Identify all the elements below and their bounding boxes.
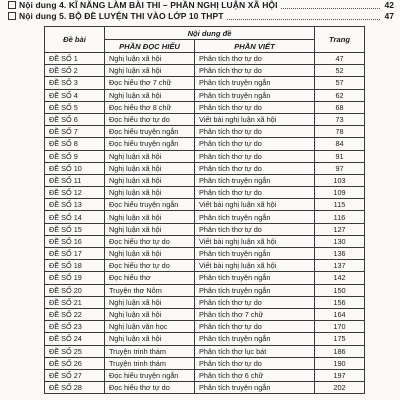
cell-reading: Truyện thơ Nôm <box>105 284 195 296</box>
cell-exam: ĐỀ SỐ 22 <box>45 308 105 320</box>
cell-exam: ĐỀ SỐ 9 <box>45 150 105 162</box>
table-row[interactable] <box>45 101 365 113</box>
cell-writing: Phân tích truyện ngắn <box>195 272 315 284</box>
cell-writing: Phân tích thơ tự do <box>195 162 315 174</box>
cell-writing: Phân tích truyện ngắn <box>195 77 315 89</box>
header-writing: PHẦN VIẾT <box>195 40 315 53</box>
cell-writing: Viết bài nghị luận xã hội <box>195 260 315 272</box>
table-row[interactable] <box>45 126 365 138</box>
cell-reading: Nghị luận xã hội <box>105 65 195 77</box>
header-page: Trang <box>315 27 365 53</box>
cell-exam: ĐỀ SỐ 2 <box>45 65 105 77</box>
table-row[interactable] <box>45 162 365 174</box>
cell-exam: ĐỀ SỐ 27 <box>45 369 105 381</box>
cell-exam: ĐỀ SỐ 13 <box>45 199 105 211</box>
cell-page: 103 <box>315 174 365 186</box>
cell-exam: ĐỀ SỐ 10 <box>45 162 105 174</box>
cell-page: 164 <box>315 308 365 320</box>
cell-page: 57 <box>315 77 365 89</box>
cell-writing: Phân tích thơ 7 chữ <box>195 308 315 320</box>
cell-writing: Viết bài nghị luận xã hội <box>195 235 315 247</box>
cell-reading: Đọc hiểu thơ tự do <box>105 382 195 394</box>
cell-page: 52 <box>315 65 365 77</box>
table-row[interactable] <box>45 260 365 272</box>
cell-writing: Phân tích truyện ngắn <box>195 382 315 394</box>
cell-exam: ĐỀ SỐ 17 <box>45 248 105 260</box>
cell-reading: Nghị luận văn học <box>105 321 195 333</box>
cell-writing: Phân tích thơ lục bát <box>195 345 315 357</box>
cell-page: 73 <box>315 113 365 125</box>
cell-page: 127 <box>315 223 365 235</box>
cell-writing: Phân tích truyện ngắn <box>195 89 315 101</box>
cell-reading: Nghị luận xã hội <box>105 223 195 235</box>
table-row[interactable] <box>45 138 365 150</box>
table-row[interactable] <box>45 296 365 308</box>
cell-page: 136 <box>315 248 365 260</box>
cell-reading: Đọc hiểu truyện ngắn <box>105 369 195 381</box>
cell-page: 109 <box>315 187 365 199</box>
cell-writing: Phân tích truyện ngắn <box>195 248 315 260</box>
cell-exam: ĐỀ SỐ 15 <box>45 223 105 235</box>
table-row[interactable] <box>45 211 365 223</box>
cell-writing: Phân tích truyện ngắn <box>195 211 315 223</box>
cell-page: 137 <box>315 260 365 272</box>
cell-page: 186 <box>315 345 365 357</box>
cell-writing: Phân tích thơ tự do <box>195 65 315 77</box>
cell-page: 47 <box>315 53 365 65</box>
cell-exam: ĐỀ SỐ 24 <box>45 333 105 345</box>
cell-reading: Đọc hiểu thơ 7 chữ <box>105 77 195 89</box>
cell-writing: Phân tích thơ tự do <box>195 126 315 138</box>
cell-exam: ĐỀ SỐ 18 <box>45 260 105 272</box>
cell-reading: Nghị luận xã hội <box>105 174 195 186</box>
table-row[interactable] <box>45 333 365 345</box>
cell-writing: Phân tích thơ tự do <box>195 296 315 308</box>
table-row[interactable] <box>45 89 365 101</box>
toc-page-number: 42 <box>384 0 394 10</box>
cell-reading: Nghị luận xã hội <box>105 162 195 174</box>
cell-exam: ĐỀ SỐ 16 <box>45 235 105 247</box>
table-row[interactable] <box>45 345 365 357</box>
cell-page: 91 <box>315 150 365 162</box>
cell-reading: Truyện trinh thám <box>105 345 195 357</box>
table-row[interactable] <box>45 199 365 211</box>
toc-page-number: 47 <box>384 11 394 21</box>
cell-exam: ĐỀ SỐ 1 <box>45 53 105 65</box>
cell-exam: ĐỀ SỐ 19 <box>45 272 105 284</box>
cell-reading: Nghị luận xã hội <box>105 187 195 199</box>
cell-writing: Phân tích thơ tự do <box>195 150 315 162</box>
cell-reading: Nghị luận xã hội <box>105 333 195 345</box>
table-row[interactable] <box>45 272 365 284</box>
table-row[interactable] <box>45 65 365 77</box>
cell-page: 202 <box>315 382 365 394</box>
toc-entry-5[interactable] <box>8 12 394 21</box>
cell-page: 175 <box>315 333 365 345</box>
table-row[interactable] <box>45 248 365 260</box>
cell-page: 97 <box>315 162 365 174</box>
cell-exam: ĐỀ SỐ 11 <box>45 174 105 186</box>
cell-exam: ĐỀ SỐ 6 <box>45 113 105 125</box>
cell-writing: Viết bài nghị luận xã hội <box>195 113 315 125</box>
cell-page: 170 <box>315 321 365 333</box>
table-row[interactable] <box>45 77 365 89</box>
cell-page: 130 <box>315 235 365 247</box>
cell-page: 156 <box>315 296 365 308</box>
cell-reading: Nghị luận xã hội <box>105 296 195 308</box>
table-row[interactable] <box>45 150 365 162</box>
toc-title: Nội dung 5. BỘ ĐỀ LUYỆN THI VÀO LỚP 10 THPT <box>19 11 224 21</box>
cell-page: 116 <box>315 211 365 223</box>
table-row[interactable] <box>45 187 365 199</box>
cell-reading: Nghị luận xã hội <box>105 248 195 260</box>
table-row[interactable] <box>45 382 365 394</box>
header-content: Nội dung đề <box>105 27 315 40</box>
cell-exam: ĐỀ SỐ 23 <box>45 321 105 333</box>
cell-writing: Viết bài nghị luận xã hội <box>195 199 315 211</box>
table-header-row <box>45 27 365 40</box>
cell-reading: Nghị luận xã hội <box>105 150 195 162</box>
cell-exam: ĐỀ SỐ 3 <box>45 77 105 89</box>
cell-exam: ĐỀ SỐ 25 <box>45 345 105 357</box>
cell-writing: Phân tích thơ tự do <box>195 357 315 369</box>
cell-writing: Phân tích thơ tự do <box>195 223 315 235</box>
cell-reading: Nghị luận xã hội <box>105 89 195 101</box>
cell-page: 84 <box>315 138 365 150</box>
cell-writing: Phân tích truyện ngắn <box>195 174 315 186</box>
cell-writing: Phân tích thơ tự do <box>195 138 315 150</box>
cell-reading: Nghị luận xã hội <box>105 53 195 65</box>
table-row[interactable] <box>45 235 365 247</box>
table-row[interactable] <box>45 357 365 369</box>
table-row[interactable] <box>45 308 365 320</box>
table-row[interactable] <box>45 284 365 296</box>
table-body <box>45 53 365 394</box>
toc-title: Nội dung 4. KĨ NĂNG LÀM BÀI THI – PHẦN NGHỊ LUẬN XÃ HỘI <box>19 0 278 10</box>
cell-exam: ĐỀ SỐ 14 <box>45 211 105 223</box>
cell-reading: Đọc hiểu thơ 8 chữ <box>105 101 195 113</box>
cell-page: 115 <box>315 199 365 211</box>
cell-exam: ĐỀ SỐ 5 <box>45 101 105 113</box>
checkbox-icon <box>8 12 16 20</box>
cell-page: 62 <box>315 89 365 101</box>
header-exam: Đề bài <box>45 27 105 53</box>
cell-reading: Đọc hiểu thơ tự do <box>105 113 195 125</box>
cell-exam: ĐỀ SỐ 7 <box>45 126 105 138</box>
cell-page: 150 <box>315 284 365 296</box>
cell-writing: Phân tích thơ 6 chữ <box>195 369 315 381</box>
cell-writing: Phân tích thơ tự do <box>195 101 315 113</box>
cell-exam: ĐỀ SỐ 8 <box>45 138 105 150</box>
cell-reading: Đọc hiểu truyện ngắn <box>105 126 195 138</box>
cell-writing: Phân tích truyện ngắn <box>195 284 315 296</box>
table-row[interactable] <box>45 113 365 125</box>
header-reading: PHẦN ĐỌC HIỂU <box>105 40 195 53</box>
cell-reading: Truyện trinh thám <box>105 357 195 369</box>
cell-exam: ĐỀ SỐ 26 <box>45 357 105 369</box>
cell-reading: Đọc hiểu thơ <box>105 272 195 284</box>
table-row[interactable] <box>45 321 365 333</box>
cell-reading: Đọc hiểu truyện ngắn <box>105 199 195 211</box>
cell-reading: Đọc hiểu truyện ngắn <box>105 138 195 150</box>
cell-exam: ĐỀ SỐ 12 <box>45 187 105 199</box>
cell-reading: Nghị luận xã hội <box>105 211 195 223</box>
cell-page: 197 <box>315 369 365 381</box>
cell-page: 190 <box>315 357 365 369</box>
exam-table <box>44 26 365 394</box>
cell-writing: Phân tích thơ tự do <box>195 53 315 65</box>
cell-page: 68 <box>315 101 365 113</box>
table-row[interactable] <box>45 369 365 381</box>
cell-reading: Đọc hiểu thơ tự do <box>105 235 195 247</box>
cell-writing: Phân tích thơ tự do <box>195 187 315 199</box>
table-row[interactable] <box>45 223 365 235</box>
toc-entry-4[interactable] <box>8 1 394 10</box>
cell-exam: ĐỀ SỐ 28 <box>45 382 105 394</box>
cell-writing: Phân tích thơ tự do <box>195 321 315 333</box>
cell-page: 78 <box>315 126 365 138</box>
checkbox-icon <box>8 1 16 9</box>
table-row[interactable] <box>45 53 365 65</box>
cell-writing: Phân tích truyện ngắn <box>195 333 315 345</box>
table-row[interactable] <box>45 174 365 186</box>
cell-exam: ĐỀ SỐ 21 <box>45 296 105 308</box>
cell-exam: ĐỀ SỐ 20 <box>45 284 105 296</box>
cell-exam: ĐỀ SỐ 4 <box>45 89 105 101</box>
cell-reading: Nghị luận xã hội <box>105 308 195 320</box>
cell-page: 142 <box>315 272 365 284</box>
cell-reading: Đọc hiểu thơ tự do <box>105 260 195 272</box>
